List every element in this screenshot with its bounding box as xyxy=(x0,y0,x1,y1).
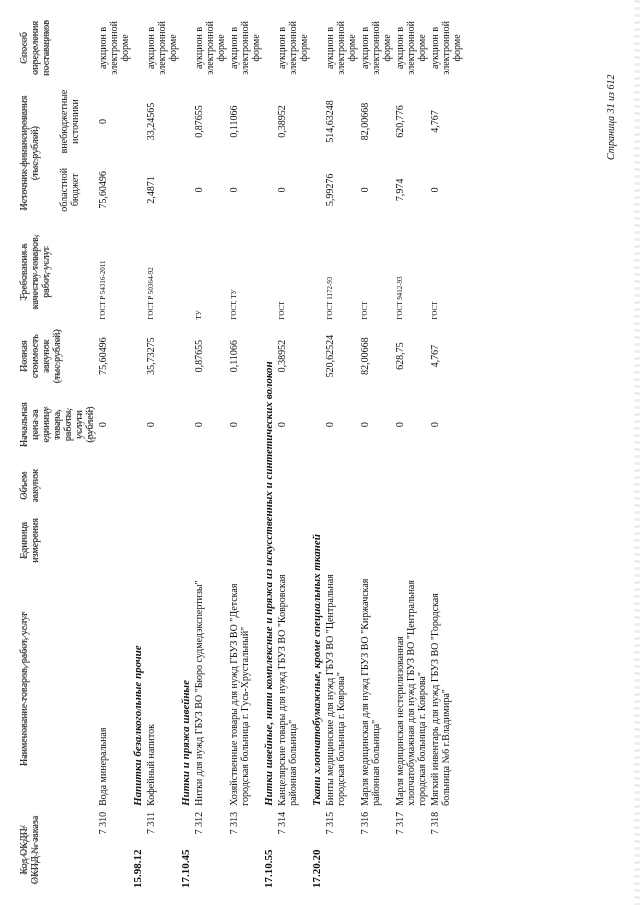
unit-price: 0 xyxy=(229,422,240,428)
item-name: Вода минеральная xyxy=(98,727,109,806)
table-body xyxy=(97,11,464,891)
order-code: 7 315 xyxy=(325,811,336,835)
procurement-method: аукцион в электронной форме xyxy=(360,20,393,75)
offbudget-sources: 514,63248 xyxy=(325,100,336,143)
total-cost: 628,75 xyxy=(395,342,406,370)
order-code: 7 317 xyxy=(395,811,406,835)
procurement-method: аукцион в электронной форме xyxy=(98,20,131,75)
header-code: Код ОКДП/ ОКПД № заказа xyxy=(19,815,41,885)
unit-cell xyxy=(228,512,263,569)
unit-price: 0 xyxy=(194,422,205,428)
quality-requirement: ГОСТ xyxy=(361,301,369,320)
order-code: 7 313 xyxy=(229,811,240,835)
group-code: 17.10.55 xyxy=(263,849,275,888)
procurement-method: аукцион в электронной форме xyxy=(146,20,179,75)
table-row xyxy=(324,11,359,891)
unit-price: 0 xyxy=(395,422,406,428)
table-row xyxy=(97,11,132,891)
unit-cell xyxy=(394,512,429,569)
group-code: 17.20.20 xyxy=(311,849,323,888)
offbudget-sources: 0,11066 xyxy=(229,105,240,138)
group-row xyxy=(180,11,193,891)
table-row xyxy=(429,11,464,891)
total-cost: 35,73275 xyxy=(146,337,157,375)
unit-cell xyxy=(359,512,394,569)
table-row xyxy=(228,11,263,891)
volume-cell xyxy=(97,459,132,512)
total-cost: 0,11066 xyxy=(229,340,240,373)
volume-cell xyxy=(394,459,429,512)
header-price: Начальная цена за единицу товара, работы, услуги (рублей) xyxy=(19,402,96,447)
unit-price: 0 xyxy=(146,422,157,428)
table-row xyxy=(394,11,429,891)
group-name: Ткани хлопчатобумажные, кроме специальных тканей xyxy=(311,534,323,806)
group-row xyxy=(263,11,276,891)
quality-requirement: ТУ xyxy=(195,310,203,320)
procurement-method: аукцион в электронной форме xyxy=(395,20,428,75)
item-name: Марля медицинская нестерилизованная хлопчатобумажная для нужд ГБУЗ ВО "Центральная городская больница г. Коврова" xyxy=(395,580,428,806)
procurement-method: аукцион в электронной форме xyxy=(430,20,463,75)
group-name: Нитки швейные, нити комплексные и пряжа из искусственных и синтетических волокон xyxy=(263,361,275,806)
procurement-table xyxy=(18,11,464,891)
unit-cell xyxy=(324,512,359,569)
order-code: 7 311 xyxy=(146,811,157,835)
item-name: Мягкий инвентарь для нужд ГБУЗ ВО "Городская больница №6 г.Владимира" xyxy=(430,593,452,806)
total-cost: 82,00668 xyxy=(360,337,371,375)
order-code: 7 310 xyxy=(98,811,109,835)
item-name: Хозяйственные товары для нужд ГБУЗ ВО "Детская городская больница г. Гусь-Хрустальный" xyxy=(229,583,251,806)
volume-cell xyxy=(276,459,311,512)
header-unit: Единица измерения xyxy=(19,518,41,563)
quality-requirement: ГОСТ 1172-93 xyxy=(326,276,334,320)
offbudget-sources: 0 xyxy=(98,119,109,124)
volume-cell xyxy=(324,459,359,512)
quality-requirement: ГОСТ 9412-93 xyxy=(396,276,404,320)
table-row xyxy=(193,11,228,891)
total-cost: 4,767 xyxy=(430,344,441,368)
regional-budget: 0 xyxy=(360,187,371,193)
table-row xyxy=(145,11,180,891)
quality-requirement: ГОСТ Р 54316-2011 xyxy=(99,260,107,320)
header-source-regional: областной бюджет xyxy=(58,167,81,212)
header-name: Наименование товаров, работ, услуг xyxy=(19,611,30,767)
quality-requirement: ГОСТ Р 50364-92 xyxy=(147,267,155,320)
header-source-offbudget: внебюджетные источники xyxy=(58,89,81,154)
offbudget-sources: 620,776 xyxy=(395,105,406,138)
volume-cell xyxy=(193,459,228,512)
regional-budget: 0 xyxy=(194,187,205,193)
table-row xyxy=(276,11,311,891)
group-code: 17.10.45 xyxy=(180,849,192,888)
regional-budget: 0 xyxy=(277,187,288,193)
unit-cell xyxy=(193,512,228,569)
header-method: Способ определения поставщиков xyxy=(19,19,52,76)
unit-price: 0 xyxy=(325,422,336,428)
unit-price: 0 xyxy=(430,422,441,428)
procurement-method: аукцион в электронной форме xyxy=(229,20,262,75)
offbudget-sources: 0,38952 xyxy=(277,105,288,138)
unit-cell xyxy=(145,512,180,569)
group-name: Напитки безалкогольные прочие xyxy=(132,645,144,806)
group-name: Нитки и пряжа швейные xyxy=(180,680,192,806)
table-row xyxy=(359,11,394,891)
header-volume: Объем закупок xyxy=(19,468,41,503)
total-cost: 0,87655 xyxy=(194,339,205,373)
order-code: 7 316 xyxy=(360,811,371,835)
regional-budget: 0 xyxy=(229,187,240,193)
order-code: 7 312 xyxy=(194,811,205,835)
procurement-method: аукцион в электронной форме xyxy=(325,20,358,75)
procurement-method: аукцион в электронной форме xyxy=(277,20,310,75)
item-name: Нитки для нужд ГБУЗ ВО "Бюро судмедэкспертизы" xyxy=(194,580,205,806)
order-code: 7 314 xyxy=(277,811,288,835)
item-name: Бинты медицинские для нужд ГБУЗ ВО "Центральная городская больница г. Коврова" xyxy=(325,574,347,806)
quality-requirement: ГОСТ, ТУ xyxy=(230,289,238,320)
total-cost: 0,38952 xyxy=(277,339,288,373)
unit-cell xyxy=(276,512,311,569)
offbudget-sources: 33,24565 xyxy=(146,102,157,141)
unit-price: 0 xyxy=(98,422,109,428)
group-code: 15.98.12 xyxy=(132,849,144,888)
unit-price: 0 xyxy=(277,422,288,428)
unit-price: 0 xyxy=(360,422,371,428)
group-row xyxy=(311,11,324,891)
unit-cell xyxy=(429,512,464,569)
regional-budget: 2,4871 xyxy=(146,176,157,204)
offbudget-sources: 82,00668 xyxy=(360,102,371,141)
regional-budget: 5,99276 xyxy=(325,173,336,207)
total-cost: 75,60496 xyxy=(98,337,109,375)
regional-budget: 75,60496 xyxy=(98,171,109,209)
header-row xyxy=(18,11,58,891)
offbudget-sources: 0,87655 xyxy=(194,105,205,138)
unit-cell xyxy=(97,512,132,569)
offbudget-sources: 4,767 xyxy=(430,110,441,133)
regional-budget: 7,974 xyxy=(395,178,406,202)
page-footer: Страница 31 из 612 xyxy=(606,74,617,160)
item-name: Марля медицинская для нужд ГБУЗ ВО "Киржачская районная больница" xyxy=(360,578,382,806)
scan-edge-decoration xyxy=(634,0,640,905)
header-total: Полная стоимость закупок (тыс.рублей) xyxy=(19,329,63,384)
volume-cell xyxy=(228,459,263,512)
header-requirements: Требования к качеству товаров, работ, услуг xyxy=(19,234,52,310)
order-code: 7 318 xyxy=(430,811,441,835)
item-name: Канцелярские товары для нужд ГБУЗ ВО "Ковровская районная больница" xyxy=(277,574,299,806)
item-name: Кофейный напиток xyxy=(146,724,157,806)
volume-cell xyxy=(429,459,464,512)
procurement-method: аукцион в электронной форме xyxy=(194,20,227,75)
group-row xyxy=(132,11,145,891)
total-cost: 520,62524 xyxy=(325,334,336,378)
volume-cell xyxy=(359,459,394,512)
quality-requirement: ГОСТ xyxy=(278,301,286,320)
quality-requirement: ГОСТ xyxy=(431,301,439,320)
volume-cell xyxy=(145,459,180,512)
regional-budget: 0 xyxy=(430,187,441,193)
header-sources: Источник финансирования (тыс.рублей) xyxy=(19,95,41,211)
